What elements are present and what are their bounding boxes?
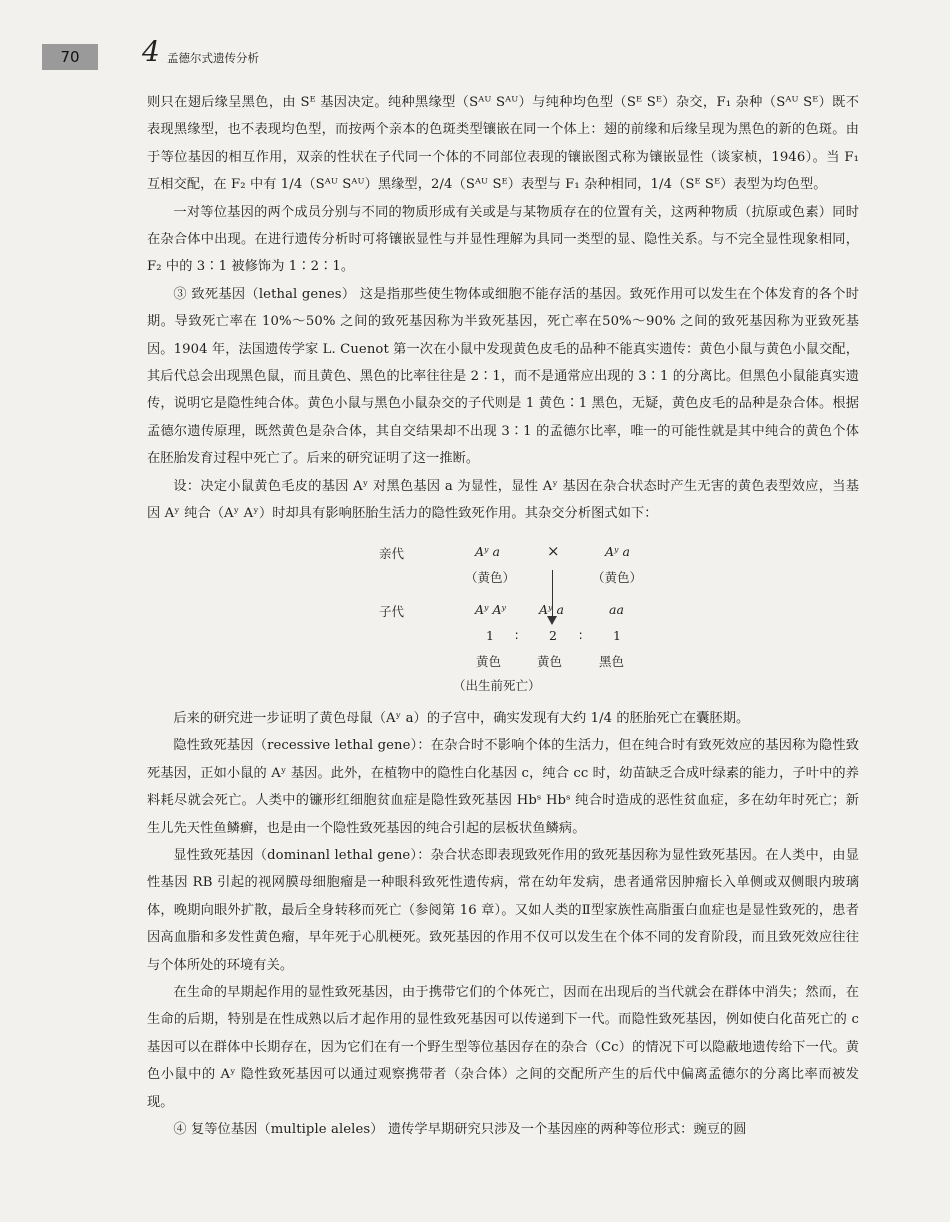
paragraph-embryo-death: 后来的研究进一步证明了黄色母鼠（Aʸ a）的子宫中，确实发现有大约 1/4 的胚胎死亡在囊胚期。 [173, 711, 750, 726]
page-number: 70 [42, 44, 98, 70]
paragraph-dominant-lethal: 显性致死基因（dominanl lethal gene）：杂合状态即表现致死作用的致死基因称为显性致死基因。在人类中，由显性基因 RB 引起的视网膜母细胞瘤是一种眼科致死性遗传病，常在幼年发病，患者通常因肿瘤长入单侧或双侧眼内玻璃体，晚期向眼外扩散，最后全身转移而死亡（参阅第 16 章）。又如人类的Ⅱ型家族性高脂蛋白血症也是显性致死的，患者因高血脂和多发性黄色瘤，早年死于心肌梗死。致死基因的作用不仅可以发生在个体不同的发育阶段，而且致死效应往往与个体所处的环境有关。 [147, 848, 859, 973]
ratio-separator: ∶ [579, 628, 583, 643]
paragraph-mosaic-summary: 一对等位基因的两个成员分别与不同的物质形成有关或是与某物质存在的位置有关，这两种物质（抗原或色素）同时在杂合体中出现。在进行遗传分析时可将镶嵌显性与并显性理解为具同一类型的显、隐性关系。与不完全显性现象相同，F₂ 中的 3∶1 被修饰为 1∶2∶1。 [147, 204, 859, 275]
paragraph-continued: 则只在翅后缘呈黑色，由 Sᴱ 基因决定。纯种黑缘型（Sᴬᵁ Sᴬᵁ）与纯种均色型（Sᴱ Sᴱ）杂交，F₁ 杂种（Sᴬᵁ Sᴱ）既不表现黑缘型，也不表现均色型，而按两个亲本的色斑类型镶嵌在同一个体上：翅的前缘和后缘呈现为黑色的新的色斑。由于等位基因的相互作用，双亲的性状在子代同一个体的不同部位表现的镶嵌图式称为镶嵌显性（谈家桢，1946）。当 F₁ 互相交配，在 F₂ 中有 1/4（Sᴬᵁ Sᴬᵁ）黑缘型，2/4（Sᴬᵁ Sᴱ）表型与 F₁ 杂种相同，1/4（Sᴱ Sᴱ）表型为均色型。 [147, 95, 859, 193]
cross-diagram [147, 540, 859, 712]
offspring-phenotype: 黑色 [599, 654, 625, 669]
body-text-bottom [147, 705, 859, 1144]
chapter-title: 孟德尔式遗传分析 [167, 51, 259, 65]
cross-symbol: × [547, 542, 560, 560]
chapter-number: 4 [142, 35, 160, 68]
parent2-genotype: Aʸ a [605, 544, 630, 559]
ratio-separator: ∶ [515, 628, 519, 643]
offspring-phenotype: 黄色 [476, 654, 502, 669]
lethal-note: （出生前死亡） [453, 678, 541, 693]
parent1-genotype: Aʸ a [475, 544, 500, 559]
paragraph-lethal-transmission: 在生命的早期起作用的显性致死基因，由于携带它们的个体死亡，因而在出现后的当代就会在群体中消失；然而，在生命的后期，特别是在性成熟以后才起作用的显性致死基因可以传递到下一代。而隐性致死基因，例如使白化苗死亡的 c 基因可以在群体中长期存在，因为它们在有一个野生型等位基因存在的杂合（Cc）的情况下可以隐蔽地遗传给下一代。黄色小鼠中的 Aʸ 隐性致死基因可以通过观察携带者（杂合体）之间的交配所产生的后代中偏离孟德尔的分离比率而被发现。 [147, 985, 859, 1110]
paragraph-assumption: 设：决定小鼠黄色毛皮的基因 Aʸ 对黑色基因 a 为显性，显性 Aʸ 基因在杂合状态时产生无害的黄色表型效应，当基因 Aʸ 纯合（Aʸ Aʸ）时却具有影响胚胎生活力的隐性致死作用。其杂交分析图式如下： [147, 478, 859, 522]
body-text-top [147, 89, 859, 528]
arrow-down-icon [547, 616, 557, 625]
offspring-genotype: Aʸ Aʸ [475, 602, 506, 617]
parent1-phenotype: （黄色） [465, 570, 516, 585]
ratio-value: 1 [486, 628, 494, 643]
ratio-value: 2 [549, 628, 557, 643]
paragraph-multiple-alleles: ④ 复等位基因（multiple aleles） 遗传学早期研究只涉及一个基因座的两种等位形式：豌豆的圆 [173, 1122, 747, 1138]
ratio-value: 1 [613, 628, 621, 643]
parent2-phenotype: （黄色） [592, 570, 643, 585]
offspring-generation-label: 子代 [379, 604, 405, 619]
paragraph-lethal-genes: ③ 致死基因（lethal genes） 这是指那些使生物体或细胞不能存活的基因。致死作用可以发生在个体发育的各个时期。导致死亡率在 10%～50% 之间的致死基因称为半致死基因，死亡率在50%～90% 之间的致死基因称为亚致死基因。1904 年，法国遗传学家 L. Cuenot 第一次在小鼠中发现黄色皮毛的品种不能真实遗传：黄色小鼠与黄色小鼠交配，其后代总会出现黑色鼠，而且黄色、黑色的比率往往是 2∶1，而不是通常应出现的 3∶1 的分离比。但黑色小鼠能真实遗传，说明它是隐性纯合体。黄色小鼠与黑色小鼠杂交的子代则是 1 黄色∶1 黑色，无疑，黄色皮毛的品种是杂合体。根据孟德尔遗传原理，既然黄色是杂合体，其自交结果却不出现 3∶1 的孟德尔比率，唯一的可能性就是其中纯合的黄色个体在胚胎发育过程中死亡了。后来的研究证明了这一推断。 [147, 286, 859, 467]
paragraph-recessive-lethal: 隐性致死基因（recessive lethal gene）：在杂合时不影响个体的生活力，但在纯合时有致死效应的基因称为隐性致死基因，正如小鼠的 Aʸ 基因。此外，在植物中的隐性白化基因 c，纯合 cc 时，幼苗缺乏合成叶绿素的能力，子叶中的养料耗尽就会死亡。人类中的镰形红细胞贫血症是隐性致死基因 Hbˢ Hbˢ 纯合时造成的恶性贫血症，多在幼年时死亡；新生儿先天性鱼鳞癣，也是由一个隐性致死基因的纯合引起的层板状鱼鳞病。 [147, 738, 859, 836]
offspring-genotype: aa [609, 602, 624, 617]
offspring-genotype: Aʸ a [539, 602, 564, 617]
offspring-phenotype: 黄色 [537, 654, 563, 669]
parent-generation-label: 亲代 [379, 546, 405, 561]
